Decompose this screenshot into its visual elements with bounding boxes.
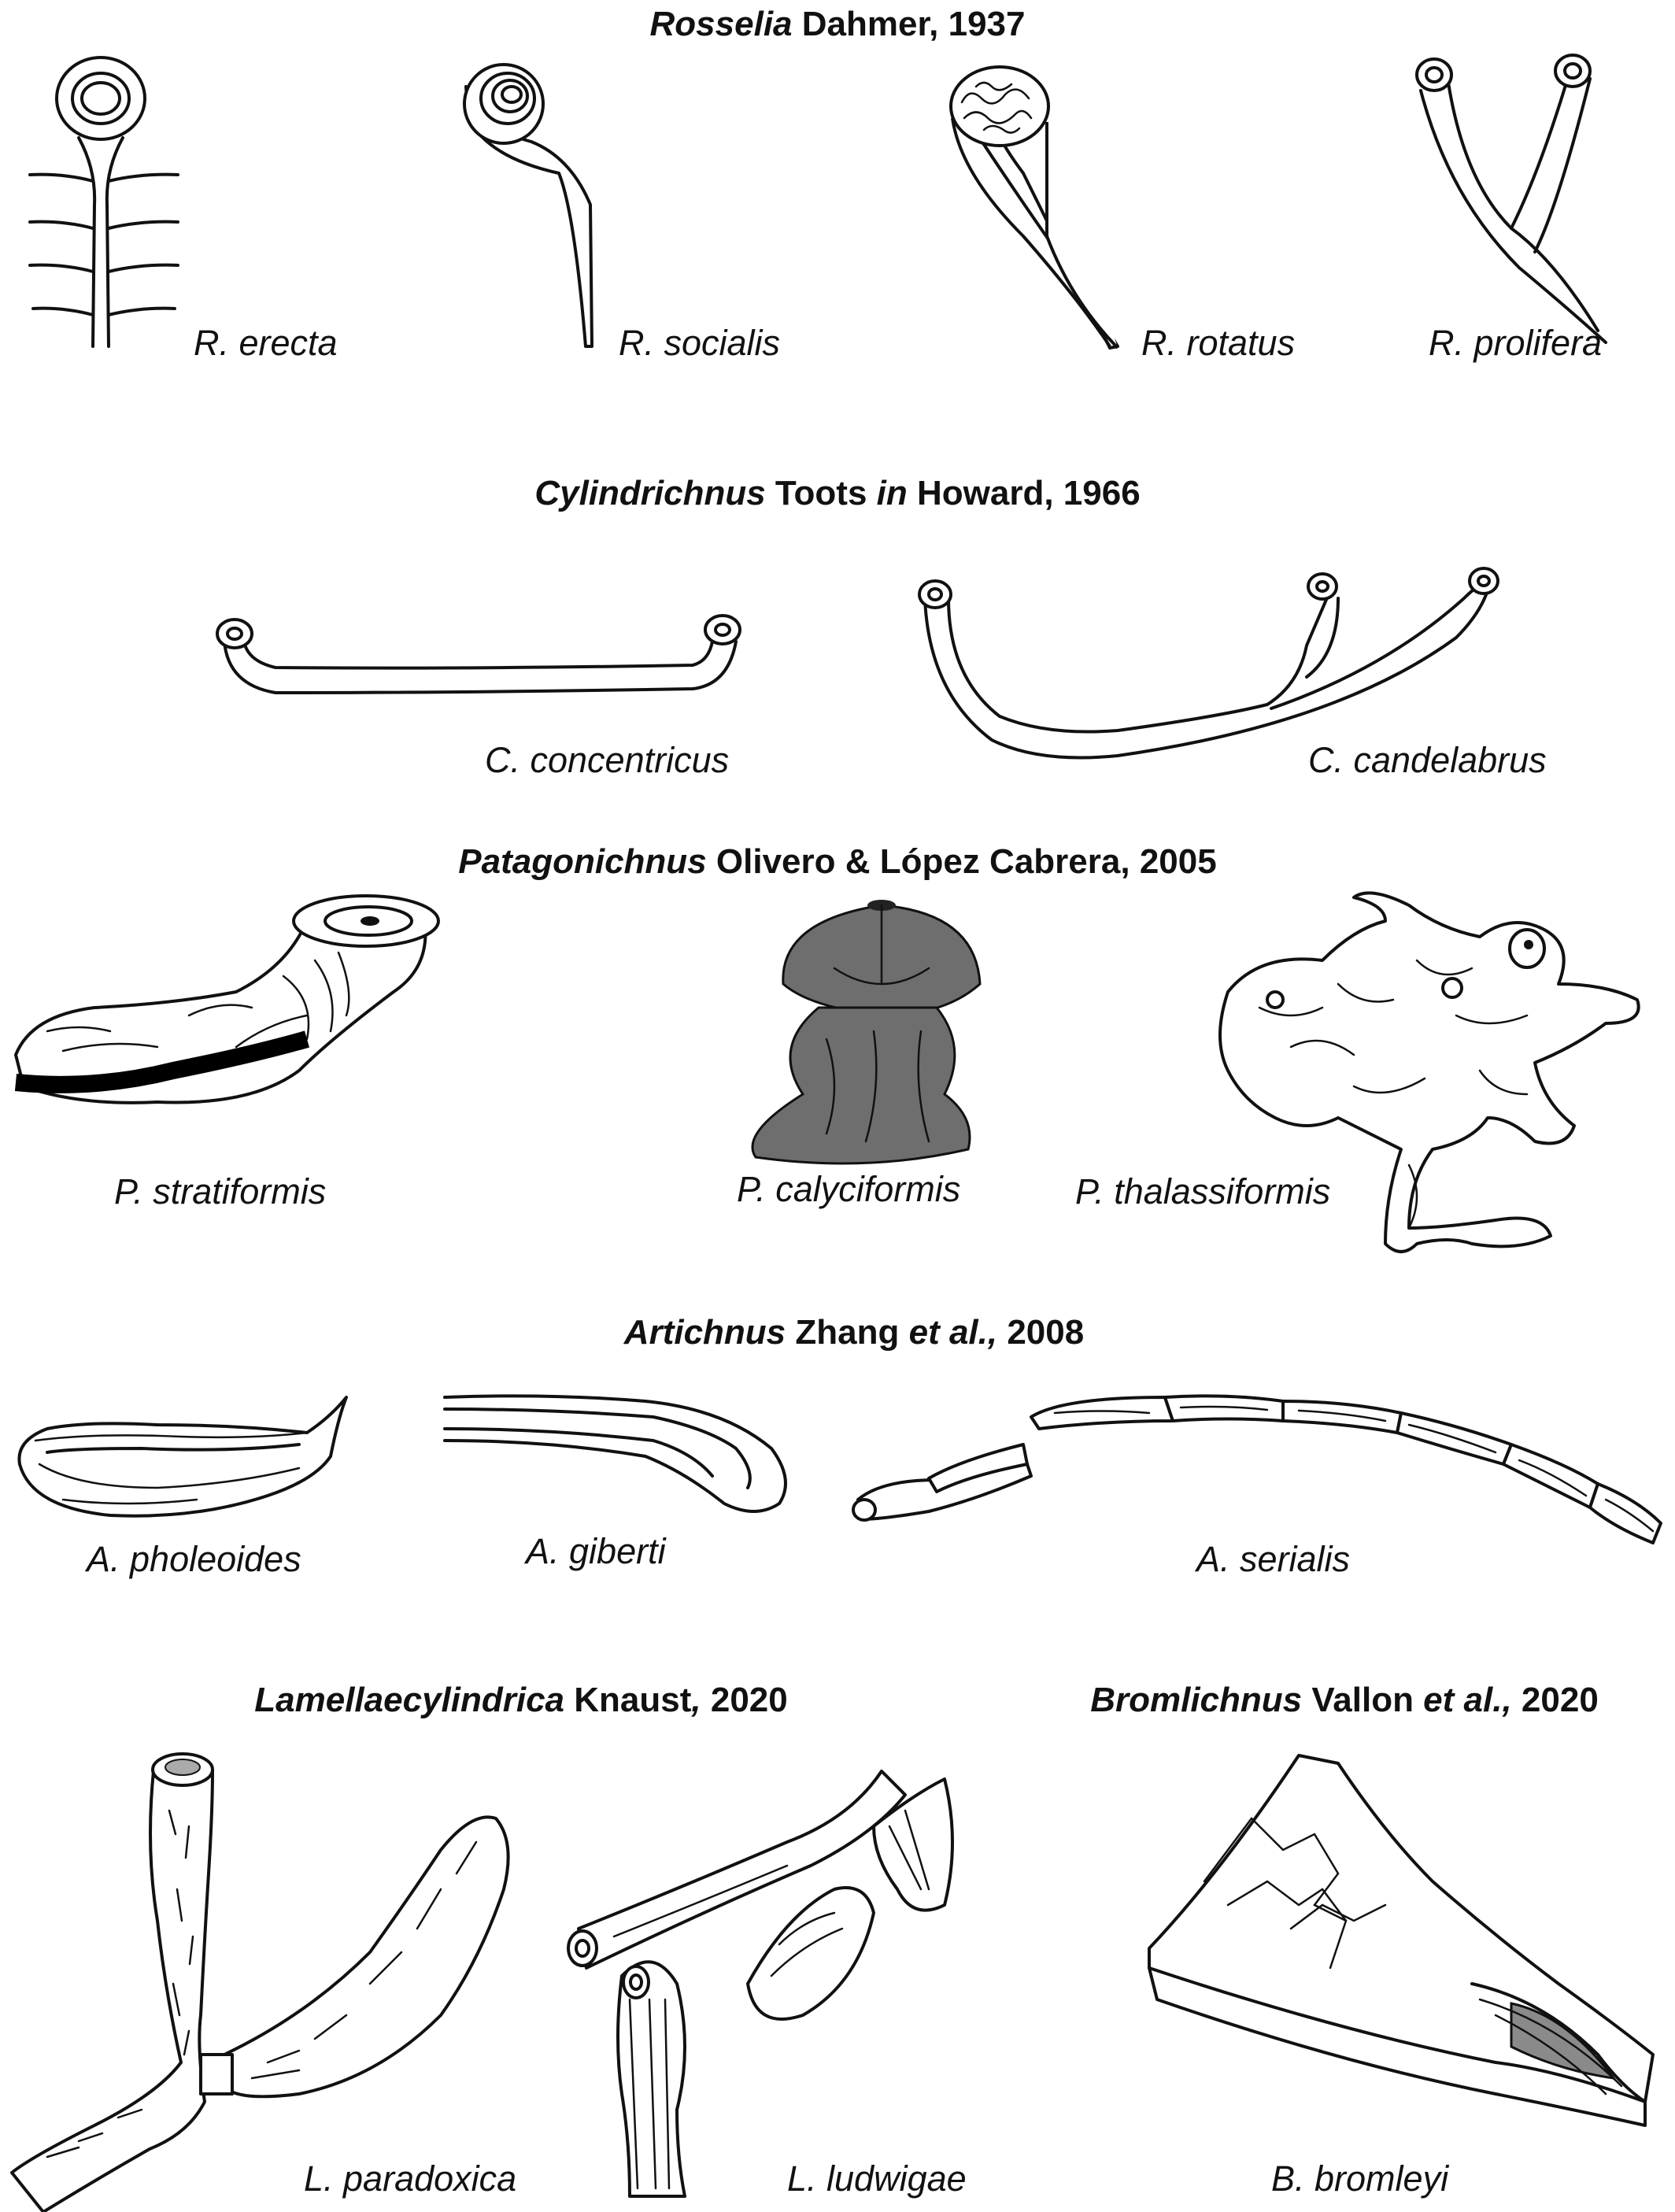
rosselia-genus: Rosselia xyxy=(649,5,793,43)
bromlichnus-genus: Bromlichnus xyxy=(1090,1681,1303,1719)
patagonichnus-genus: Patagonichnus xyxy=(458,842,707,881)
rosselia-heading: Rosselia Dahmer, 1937 xyxy=(649,5,1026,43)
c-concentricus-drawing xyxy=(217,616,740,693)
label-p-stratiformis: P. stratiformis xyxy=(114,1171,327,1211)
label-r-erecta: R. erecta xyxy=(194,323,338,363)
label-r-prolifera: R. prolifera xyxy=(1429,323,1603,363)
label-p-calyciformis: P. calyciformis xyxy=(737,1169,961,1209)
label-c-candelabrus: C. candelabrus xyxy=(1308,740,1547,780)
label-r-socialis: R. socialis xyxy=(619,323,781,363)
a-serialis-drawing xyxy=(853,1396,1661,1543)
l-ludwigae-drawing xyxy=(568,1771,952,2196)
label-l-ludwigae: L. ludwigae xyxy=(787,2158,967,2199)
artichnus-heading: Artichnus Zhang et al., 2008 xyxy=(623,1313,1085,1352)
r-rotatus-drawing xyxy=(951,67,1118,348)
r-erecta-drawing xyxy=(30,57,178,346)
b-bromleyi-drawing xyxy=(1149,1755,1653,2125)
cylindrichnus-heading: Cylindrichnus Toots in Howard, 1966 xyxy=(534,474,1141,512)
l-paradoxica-drawing xyxy=(12,1754,508,2212)
label-a-pholeoides: A. pholeoides xyxy=(87,1539,301,1579)
lamellaecylindrica-genus: Lamellaecylindrica xyxy=(254,1681,565,1719)
r-prolifera-drawing xyxy=(1417,55,1606,342)
label-a-serialis: A. serialis xyxy=(1196,1539,1351,1579)
p-calyciformis-drawing xyxy=(752,900,980,1163)
label-l-paradoxica: L. paradoxica xyxy=(304,2158,517,2199)
cylindrichnus-genus: Cylindrichnus xyxy=(534,474,766,512)
artichnus-genus: Artichnus xyxy=(623,1313,786,1352)
bromlichnus-heading: Bromlichnus Vallon et al., 2020 xyxy=(1090,1681,1599,1719)
p-stratiformis-drawing xyxy=(16,896,438,1103)
label-c-concentricus: C. concentricus xyxy=(485,740,730,780)
lamellaecylindrica-heading: Lamellaecylindrica Knaust, 2020 xyxy=(254,1681,788,1719)
a-giberti-drawing xyxy=(445,1396,786,1511)
label-b-bromleyi: B. bromleyi xyxy=(1271,2158,1449,2199)
label-r-rotatus: R. rotatus xyxy=(1141,323,1296,363)
label-p-thalassiformis: P. thalassiformis xyxy=(1075,1171,1331,1211)
label-a-giberti: A. giberti xyxy=(526,1531,666,1571)
a-pholeoides-drawing xyxy=(19,1397,346,1516)
patagonichnus-heading: Patagonichnus Olivero & López Cabrera, 2005 xyxy=(458,842,1217,881)
r-socialis-drawing xyxy=(464,65,592,346)
c-candelabrus-drawing xyxy=(919,568,1498,758)
